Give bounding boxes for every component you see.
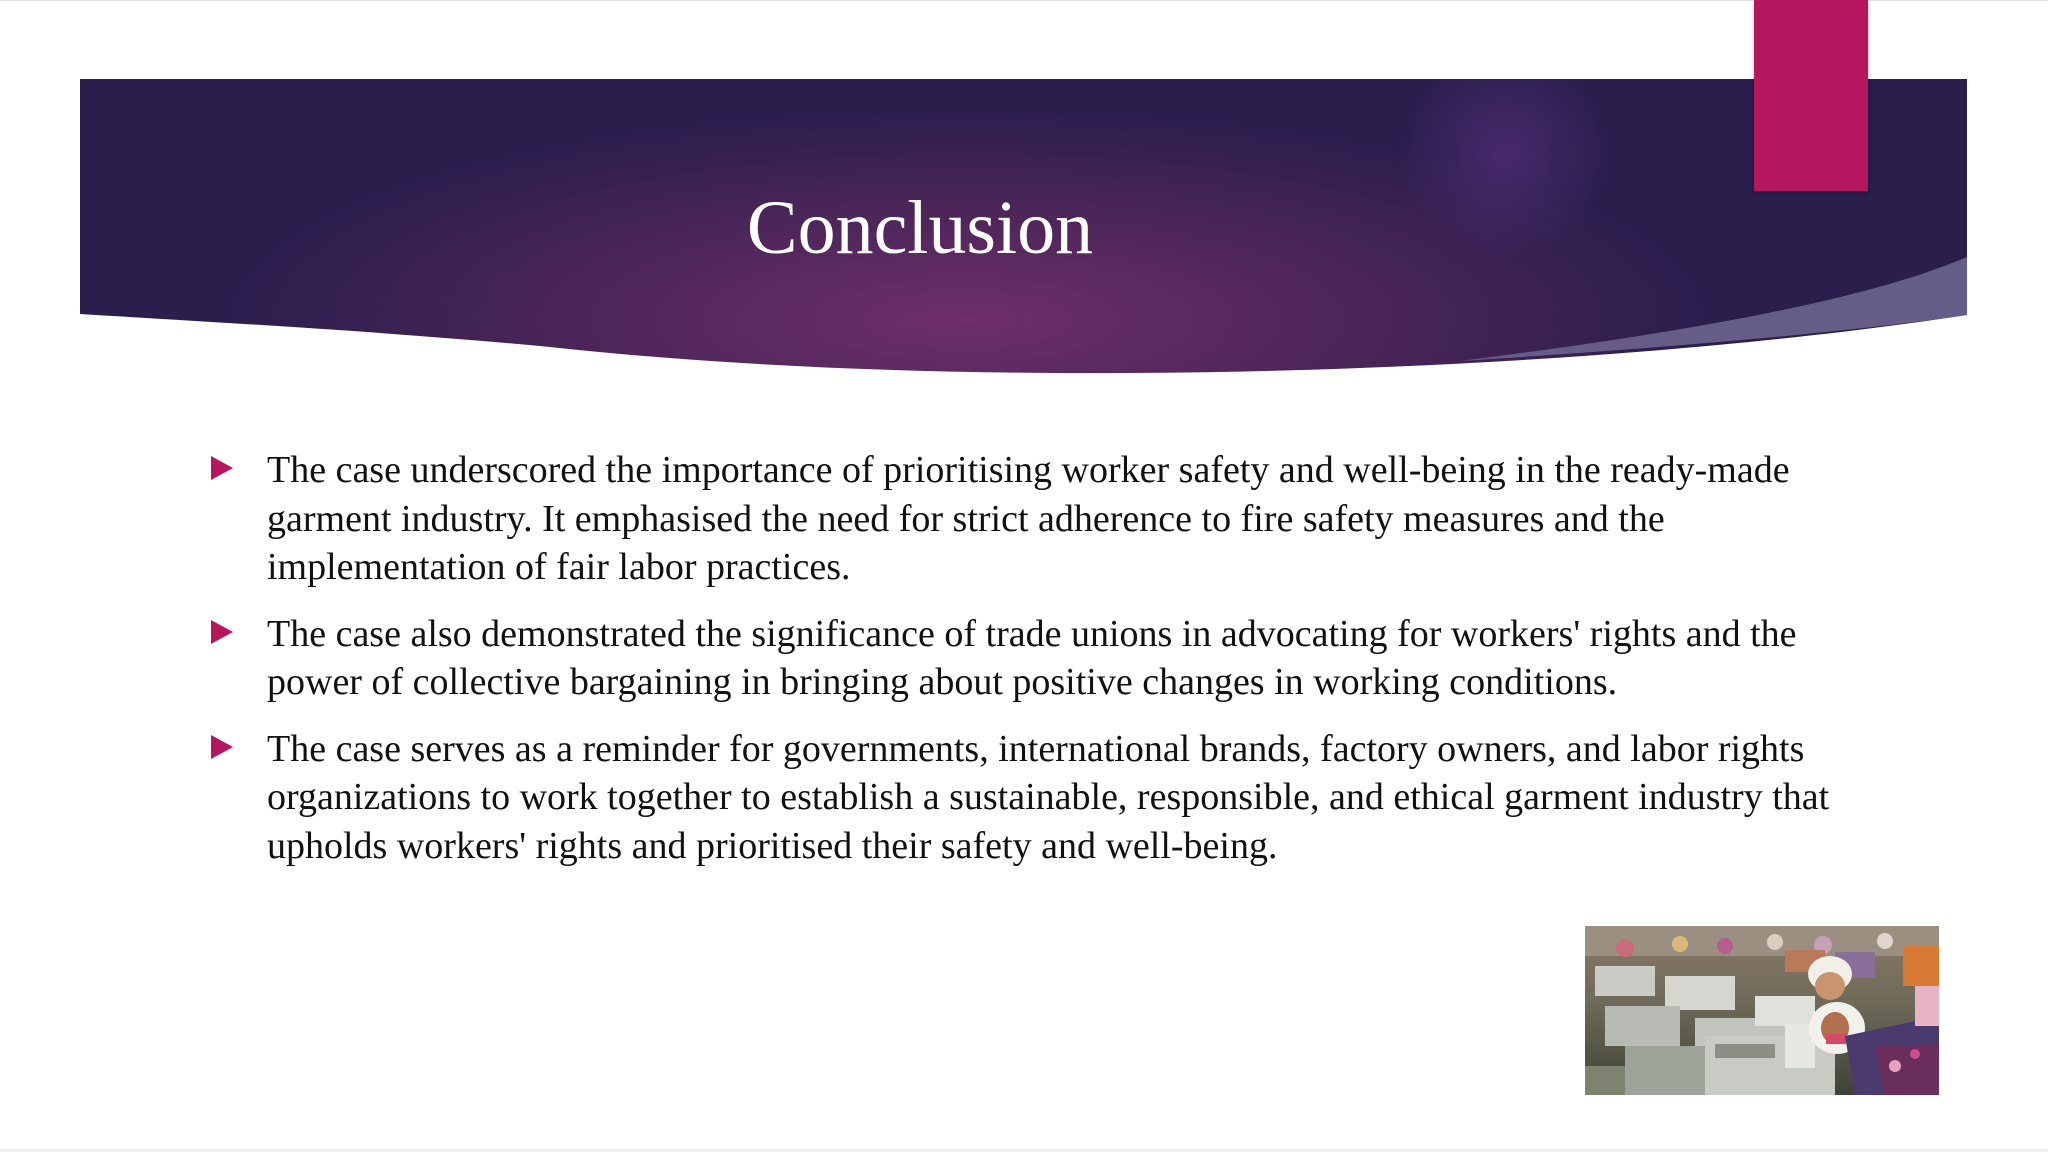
bullet-item (205, 446, 1845, 592)
garment-factory-photo (1585, 926, 1939, 1095)
bullet-text: The case serves as a reminder for governments, international brands, factory owners, and labor rights organizations to work together to establish a sustainable, responsible, and ethical garment industry that upholds workers' rights and prioritised their safety and well-being. (267, 727, 1830, 867)
bullet-text: The case underscored the importance of prioritising worker safety and well-being in the ready-made garment industry. It emphasised the need for strict adherence to fire safety measures and the implementation of fair labor practices. (267, 449, 1790, 588)
accent-tab (1754, 0, 1868, 191)
slide-title: Conclusion (746, 186, 1094, 270)
bullet-item (205, 725, 1845, 871)
top-border (0, 0, 2048, 1)
triangle-bullet-icon (211, 456, 233, 480)
bullet-text: The case also demonstrated the significance of trade unions in advocating for workers' rights and the power of collective bargaining in bringing about positive changes in working conditions. (267, 612, 1797, 703)
triangle-bullet-icon (211, 620, 233, 644)
bullet-list (205, 446, 1845, 888)
bullet-item (205, 610, 1845, 707)
triangle-bullet-icon (211, 735, 233, 759)
